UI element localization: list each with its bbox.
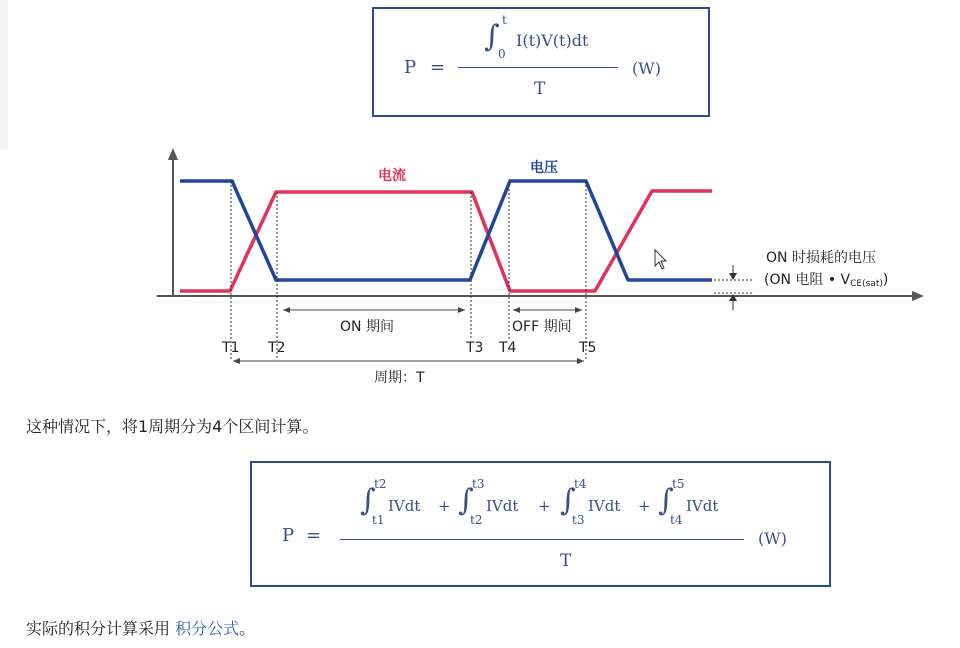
term2-integrand: IVdt	[486, 497, 519, 515]
formula2-equals: =	[306, 525, 322, 546]
term3-integrand: IVdt	[588, 497, 621, 515]
y-axis-arrow	[168, 148, 178, 160]
on-period-label: ON 期间	[340, 319, 394, 335]
term2-lower: t2	[470, 513, 483, 527]
formula2-lhs: P	[282, 525, 295, 546]
explanation-text: 这种情况下，将1周期分为4个区间计算。	[26, 417, 319, 436]
term1-lower: t1	[372, 513, 385, 527]
plus-2: +	[538, 497, 551, 515]
term1-upper: t2	[374, 477, 387, 491]
integration-note-text: 实际的积分计算采用	[26, 619, 176, 638]
integral-sign: ∫	[560, 483, 576, 518]
mouse-cursor-icon	[655, 250, 666, 269]
tick-t2: T2	[268, 340, 286, 356]
tick-t5: T5	[579, 340, 597, 356]
integral-sign: ∫	[458, 483, 474, 518]
integral-formula-link[interactable]: 积分公式	[175, 619, 240, 638]
term4-lower: t4	[670, 513, 683, 527]
tick-t3: T3	[466, 340, 484, 356]
integral-sign: ∫	[658, 483, 674, 518]
term3-lower: t3	[572, 513, 585, 527]
on-loss-label-line2: (ON 电阻 • VCE(sat))	[764, 272, 889, 289]
integral-lower: 0	[498, 47, 506, 61]
on-loss-label-line1: ON 时损耗的电压	[766, 250, 876, 266]
current-label: 电流	[378, 168, 406, 184]
integral-sign: ∫	[360, 483, 376, 518]
x-axis-arrow	[912, 291, 924, 301]
term3-upper: t4	[574, 477, 587, 491]
left-gutter	[0, 0, 8, 150]
switching-waveform-diagram	[0, 140, 960, 390]
unit: (W)	[632, 59, 661, 78]
term4-upper: t5	[672, 477, 685, 491]
power-formula-box	[372, 7, 710, 117]
tick-t1: T1	[222, 340, 240, 356]
formula2-unit: (W)	[758, 529, 787, 548]
term1-integrand: IVdt	[388, 497, 421, 515]
integration-note	[26, 616, 255, 639]
formula-equals: =	[430, 57, 446, 78]
denominator: T	[534, 79, 546, 99]
plus-3: +	[638, 497, 651, 515]
fraction-bar-2	[340, 539, 744, 540]
formula-lhs: P	[404, 57, 417, 78]
term2-upper: t3	[472, 477, 485, 491]
off-period-label: OFF 期间	[512, 319, 572, 335]
tick-t4: T4	[499, 340, 517, 356]
voltage-label: 电压	[530, 160, 558, 176]
interval-power-formula-box	[250, 461, 831, 587]
fraction-bar	[458, 67, 618, 68]
integration-note-end: 。	[239, 619, 256, 638]
period-label: 周期：T	[374, 370, 425, 386]
formula2-denominator: T	[560, 551, 572, 571]
integral-sign: ∫	[484, 19, 500, 54]
term4-integrand: IVdt	[686, 497, 719, 515]
integrand: I(t)V(t)dt	[516, 31, 589, 50]
integral-upper: t	[502, 13, 507, 27]
plus-1: +	[438, 497, 451, 515]
